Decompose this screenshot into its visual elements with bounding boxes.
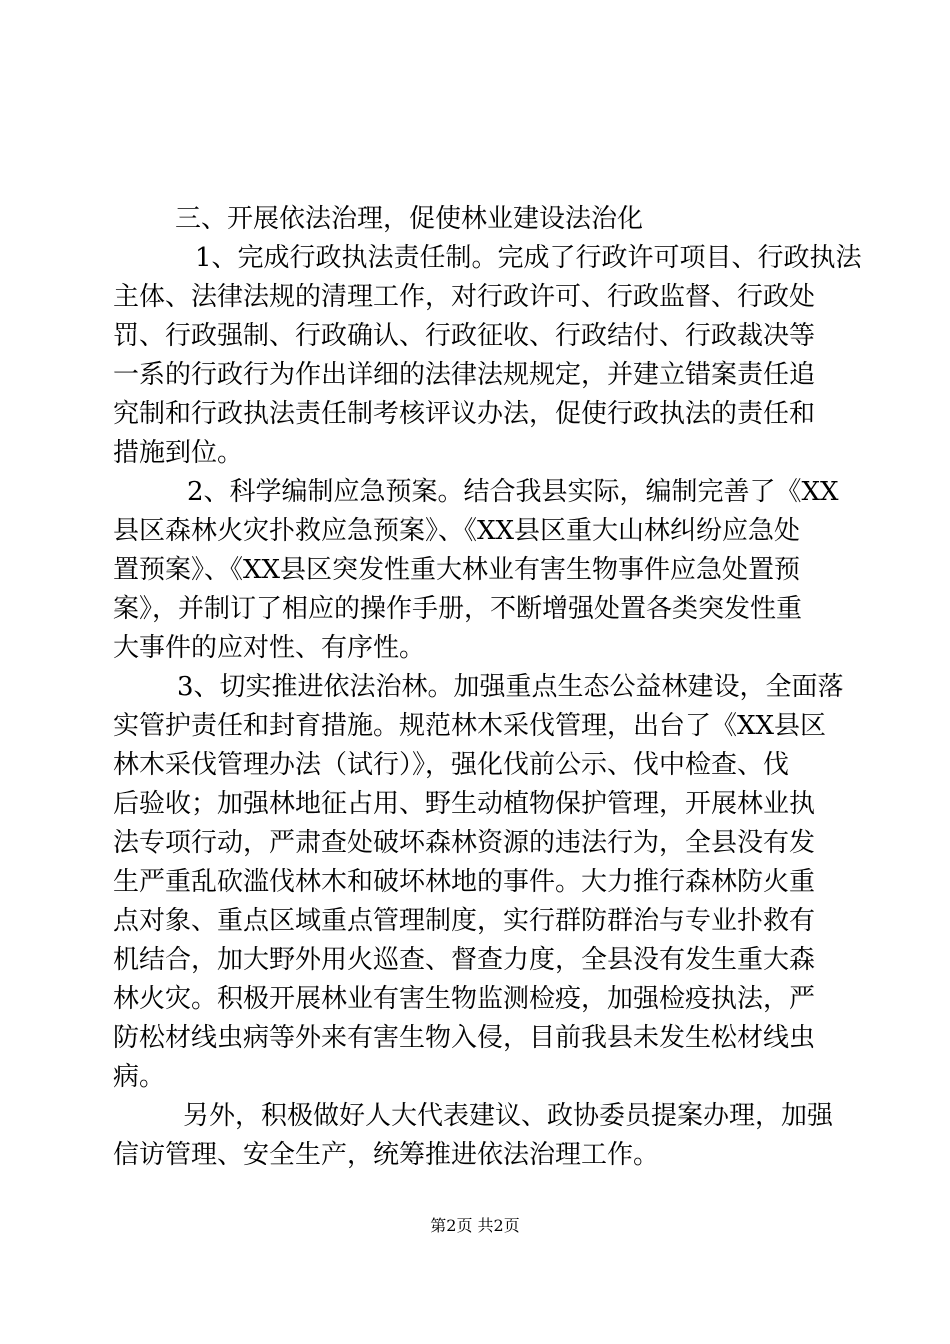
- paragraph-line: 1、完成行政执法责任制。完成了行政许可项目、行政执法: [195, 243, 862, 273]
- paragraph-line: 另外，积极做好人大代表建议、政协委员提案办理，加强: [183, 1101, 834, 1131]
- paragraph-2: [113, 473, 839, 668]
- paragraph-line: 机结合，加大野外用火巡查、督查力度，全县没有发生重大森: [113, 945, 816, 975]
- paragraph-line: 县区森林火灾扑救应急预案》、《XX县区重大山林纠纷应急处: [113, 516, 801, 546]
- paragraph-line: 罚、行政强制、行政确认、行政征收、行政结付、行政裁决等: [113, 321, 816, 351]
- paragraph-line: 3、切实推进依法治林。加强重点生态公益林建设，全面落: [177, 672, 844, 702]
- paragraph-line: 案》，并制订了相应的操作手册，不断增强处置各类突发性重: [113, 594, 803, 624]
- page-number: 第2页 共2页: [430, 1216, 520, 1235]
- paragraph-line: 一系的行政行为作出详细的法律法规规定，并建立错案责任追: [113, 360, 816, 390]
- paragraph-line: 法专项行动，严肃查处破坏森林资源的违法行为，全县没有发: [113, 828, 816, 858]
- paragraph-1: [113, 239, 862, 473]
- document-body: [113, 200, 862, 1175]
- paragraph-line: 点对象、重点区域重点管理制度，实行群防群治与专业扑救有: [113, 906, 816, 936]
- paragraph-line: 林火灾。积极开展林业有害生物监测检疫，加强检疫执法，严: [113, 984, 816, 1014]
- section-heading: 三、开展依法治理，促使林业建设法治化: [175, 204, 644, 234]
- paragraph-line: 置预案》、《XX县区突发性重大林业有害生物事件应急处置预: [113, 555, 801, 585]
- paragraph-line: 主体、法律法规的清理工作，对行政许可、行政监督、行政处: [113, 282, 816, 312]
- paragraph-line: 病。: [113, 1062, 166, 1092]
- paragraph-4: [113, 1097, 834, 1175]
- paragraph-line: 防松材线虫病等外来有害生物入侵，目前我县未发生松材线虫: [113, 1023, 816, 1053]
- paragraph-line: 生严重乱砍滥伐林木和破坏林地的事件。大力推行森林防火重: [113, 867, 816, 897]
- paragraph-line: 究制和行政执法责任制考核评议办法，促使行政执法的责任和: [113, 399, 816, 429]
- paragraph-line: 林木采伐管理办法（试行）》，强化伐前公示、伐中检查、伐: [113, 750, 790, 780]
- paragraph-line: 信访管理、安全生产，统筹推进依法治理工作。: [113, 1140, 660, 1170]
- paragraph-line: 后验收；加强林地征占用、野生动植物保护管理，开展林业执: [113, 789, 816, 819]
- paragraph-line: 措施到位。: [113, 438, 244, 468]
- paragraph-line: 实管护责任和封育措施。规范林木采伐管理，出台了《XX县区: [113, 711, 827, 741]
- paragraph-line: 大事件的应对性、有序性。: [113, 633, 426, 663]
- paragraph-3: [113, 668, 844, 1097]
- page-footer: [0, 1215, 950, 1237]
- paragraph-line: 2、科学编制应急预案。结合我县实际，编制完善了《XX: [187, 477, 839, 507]
